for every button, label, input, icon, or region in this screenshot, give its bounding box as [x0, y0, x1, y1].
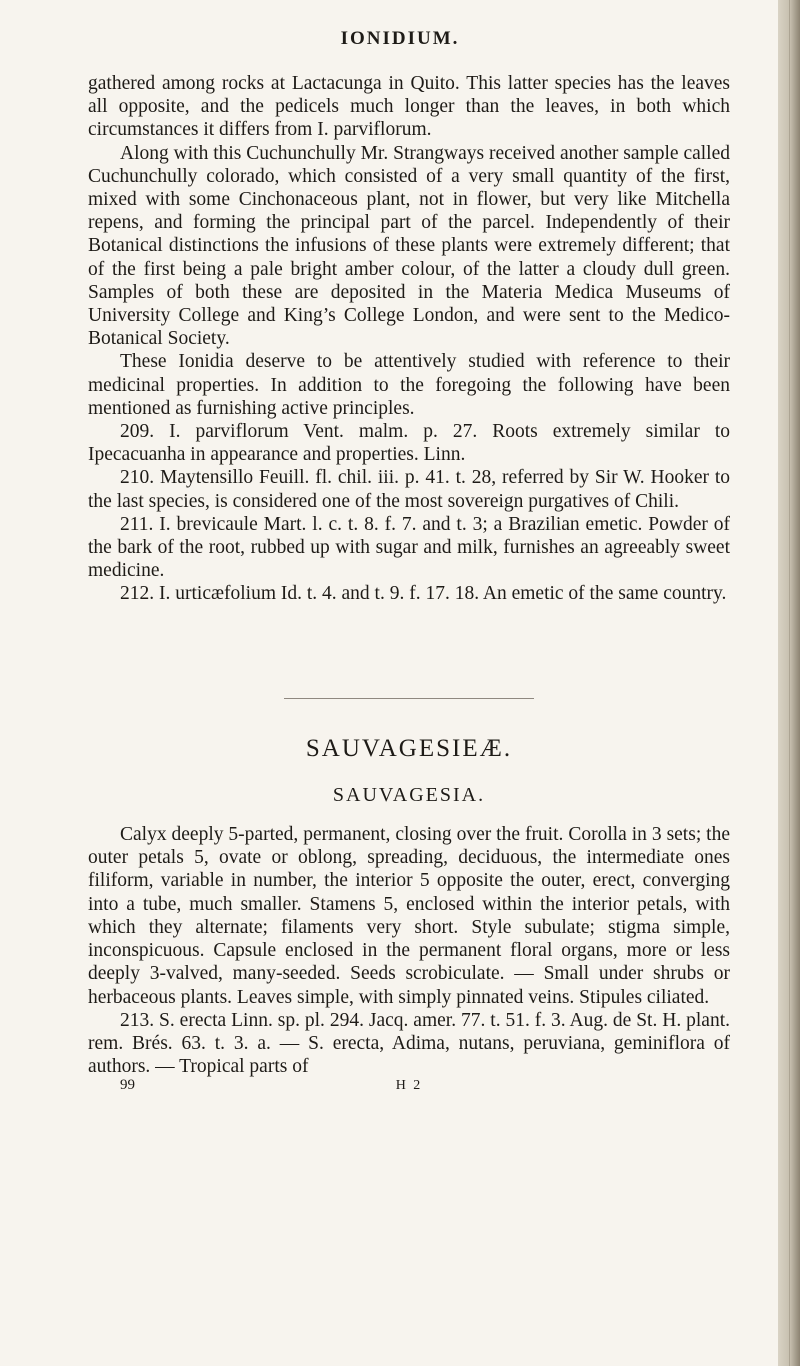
genus-heading: SAUVAGESIA.: [332, 783, 486, 806]
page-footer: [88, 1078, 730, 1096]
paragraph-continuation: gathered among rocks at Lactacunga in Quito. This latter species has the leaves all opposite, and the pedicels much longer than the leaves, in both which circumstances it differs from I. parviflorum.: [88, 73, 730, 141]
page-number: 99: [120, 1077, 135, 1094]
genus-description: Calyx deeply 5-parted, permanent, closing over the fruit. Corolla in 3 sets; the outer petals 5, ovate or oblong, spreading, deciduous, the intermediate ones filiform, variable in number, the interior 5 opposite the outer, erect, converging into a tube, much smaller. Stamens 5, enclosed within the interior petals, with which they alternate; filaments very short. Style subulate; stigma simple, inconspicuous. Capsule enclosed in the permanent floral organs, more or less deeply 3-valved, many-seeded. Seeds scrobiculate. — Small under shrubs or herbaceous plants. Leaves simple, with simply pinnated veins. Stipules ciliated.: [88, 824, 730, 1008]
signature-mark: H 2: [395, 1078, 423, 1094]
running-head: IONIDIUM.: [340, 28, 460, 49]
tribe-heading: SAUVAGESIEÆ.: [305, 734, 513, 762]
paragraph-210: 210. Maytensillo Feuill. fl. chil. iii. p. 41. t. 28, referred by Sir W. Hooker to the last species, is considered one of the most sovereign purgatives of Chili.: [88, 467, 730, 512]
page-edge-line: [789, 0, 790, 1366]
section-divider: [284, 698, 534, 699]
text-block: [88, 72, 730, 1096]
paragraph-212: 212. I. urticæfolium Id. t. 4. and t. 9. f. 17. 18. An emetic of the same country.: [120, 583, 727, 605]
paragraph-ionidia: These Ionidia deserve to be attentively studied with reference to their medicinal properties. In addition to the foregoing the following have been mentioned as furnishing active principles.: [88, 351, 730, 419]
paragraph-cuchunchully: Along with this Cuchunchully Mr. Strangways received another sample called Cuchunchully colorado, which consisted of a very small quantity of the first, mixed with some Cinchonaceous plant, not in flower, but very like Mitchella repens, and forming the principal part of the parcel. Independently of their Botanical distinctions the infusions of these plants were extremely different; that of the first being a pale bright amber colour, of the latter a cloudy dull green. Samples of both these are deposited in the Materia Medica Museums of University College and King’s College London, and were sent to the Medico-Botanical Society.: [88, 142, 730, 350]
paragraph-209: 209. I. parviflorum Vent. malm. p. 27. Roots extremely similar to Ipecacuanha in appearance and properties. Linn.: [88, 421, 730, 466]
paragraph-211: 211. I. brevicaule Mart. l. c. t. 8. f. 7. and t. 3; a Brazilian emetic. Powder of the bark of the root, rubbed up with sugar and milk, furnishes an agreeably sweet medicine.: [88, 513, 730, 582]
paragraph-213: 213. S. erecta Linn. sp. pl. 294. Jacq. amer. 77. t. 51. f. 3. Aug. de St. H. plant. rem. Brés. 63. t. 3. a. — S. erecta, Adima, nutans, peruviana, geminiflora of authors. — Tropical parts of: [88, 1009, 730, 1078]
